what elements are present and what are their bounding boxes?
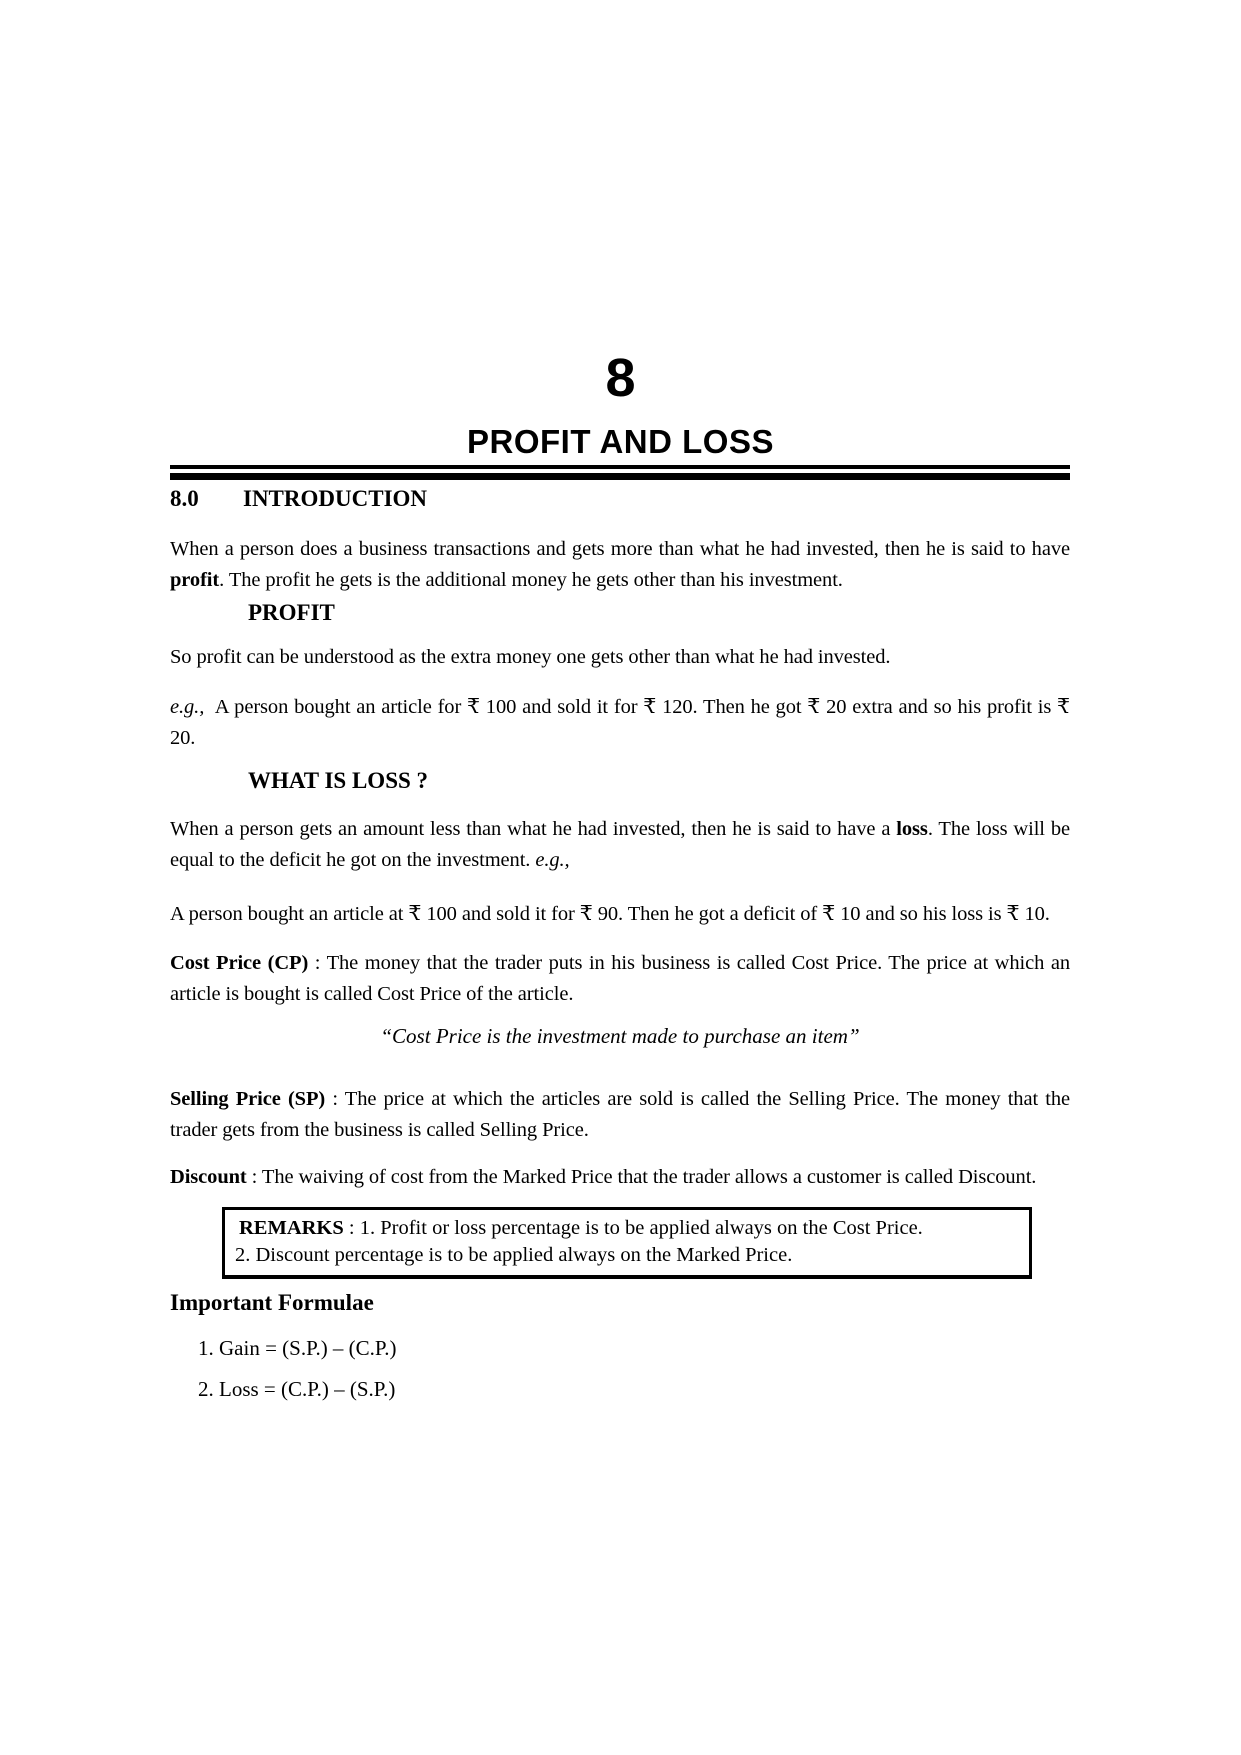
remarks-line-1 [235,1215,1015,1242]
title-rule [170,465,1070,480]
selling-price-paragraph [170,1084,1076,1146]
text-segment: Selling Price (SP) [170,1088,326,1110]
discount-paragraph [170,1162,1070,1193]
profit-heading: PROFIT [248,600,335,625]
formulae-heading: Important Formulae [170,1290,374,1315]
intro-paragraph [170,534,1076,596]
text-segment: : The waiving of cost from the Marked Price that the trader allows a customer is called Discount. [246,1166,1037,1188]
text-segment: Cost Price (CP) [170,952,309,974]
text-segment: When a person does a business transactions and gets more than what he had invested, then he is said to have [170,538,1076,560]
text-segment: e.g., [535,849,570,871]
remarks-line-2: 2. Discount percentage is to be applied always on the Marked Price. [235,1244,793,1266]
text-segment: : 1. Profit or loss percentage is to be applied always on the Cost Price. [343,1217,923,1239]
chapter-title: PROFIT AND LOSS [467,423,774,460]
section-title: INTRODUCTION [243,486,428,511]
loss-heading: WHAT IS LOSS ? [248,768,429,793]
text-segment: : The price at which the articles are sold is called the Selling Price. The money that the trader gets from the business is called Selling Price. [170,1088,1076,1141]
loss-paragraph [170,814,1076,876]
text-segment: e.g., [170,696,205,718]
loss-example-paragraph: A person bought an article at ₹ 100 and sold it for ₹ 90. Then he got a deficit of ₹ 10 and so his loss is ₹ 10. [170,903,1050,925]
text-segment: . The loss will be equal to the deficit he got on the investment. [170,818,1076,871]
profit-paragraph: So profit can be understood as the extra money one gets other than what he had invested. [170,646,891,668]
text-segment: When a person gets an amount less than what he had invested, then he is said to have a [170,818,897,840]
profit-example-paragraph [170,692,1076,754]
chapter-number: 8 [605,348,636,408]
formula-loss: 2. Loss = (C.P.) – (S.P.) [198,1377,396,1401]
text-segment: REMARKS [239,1217,344,1239]
text-segment: . The profit he gets is the additional money he gets other than his investment. [219,569,843,591]
cost-price-paragraph [170,948,1076,1010]
cost-price-quote: “Cost Price is the investment made to purchase an item” [380,1024,860,1048]
title-rule-thick-line [170,473,1070,480]
text-segment: loss [896,818,928,840]
text-segment: profit [170,569,220,591]
text-segment: : The money that the trader puts in his business is called Cost Price. The price at which an article is bought is called Cost Price of the article. [170,952,1076,1005]
remarks-box [222,1207,1032,1279]
formula-gain: 1. Gain = (S.P.) – (C.P.) [198,1336,397,1360]
section-number: 8.0 [170,486,199,511]
text-segment: A person bought an article for ₹ 100 and sold it for ₹ 120. Then he got ₹ 20 extra and so his profit is ₹ 20. [170,696,1076,749]
section-heading [170,486,1070,512]
title-rule-thin-line [170,465,1070,469]
text-segment: Discount [170,1166,247,1188]
